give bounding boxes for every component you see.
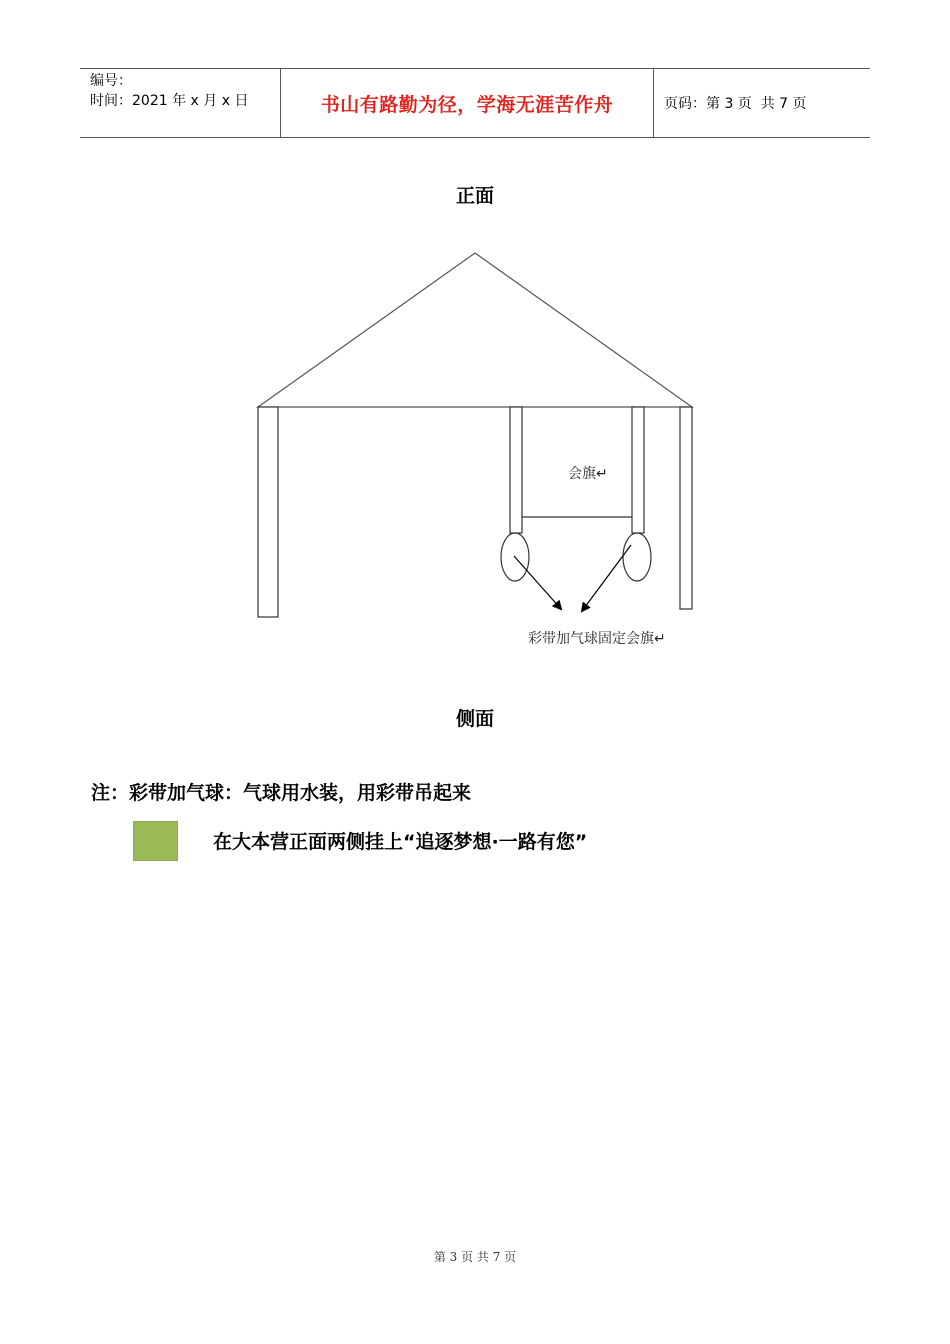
- page-info: 页码：第 3 页 共 7 页: [664, 96, 807, 112]
- header-motto: 书山有路勤为径，学海无涯苦作舟: [281, 69, 654, 137]
- right-arrow: [582, 545, 631, 611]
- front-title: 正面: [455, 185, 494, 207]
- flag-right-post: [632, 407, 644, 533]
- time-label: 时间：2021 年 x 月 x 日: [90, 93, 249, 109]
- number-label: 编号：: [90, 73, 132, 89]
- green-color-swatch: [133, 821, 178, 861]
- page-footer: 第 3 页 共 7 页: [433, 1250, 517, 1264]
- right-pole: [680, 407, 692, 609]
- flag-left-post: [510, 407, 522, 533]
- right-balloon: [623, 533, 651, 581]
- left-arrow: [514, 556, 561, 609]
- left-pole: [258, 407, 278, 617]
- note-text: 注：彩带加气球：气球用水装，用彩带吊起来: [91, 782, 472, 804]
- instruction-text: 在大本营正面两侧挂上“追逐梦想·一路有您”: [213, 831, 588, 853]
- balloon-caption: 彩带加气球固定会旗↵: [528, 631, 666, 647]
- flag-label: 会旗↵: [568, 466, 608, 482]
- side-title: 侧面: [455, 708, 494, 730]
- tent-roof: [258, 253, 692, 407]
